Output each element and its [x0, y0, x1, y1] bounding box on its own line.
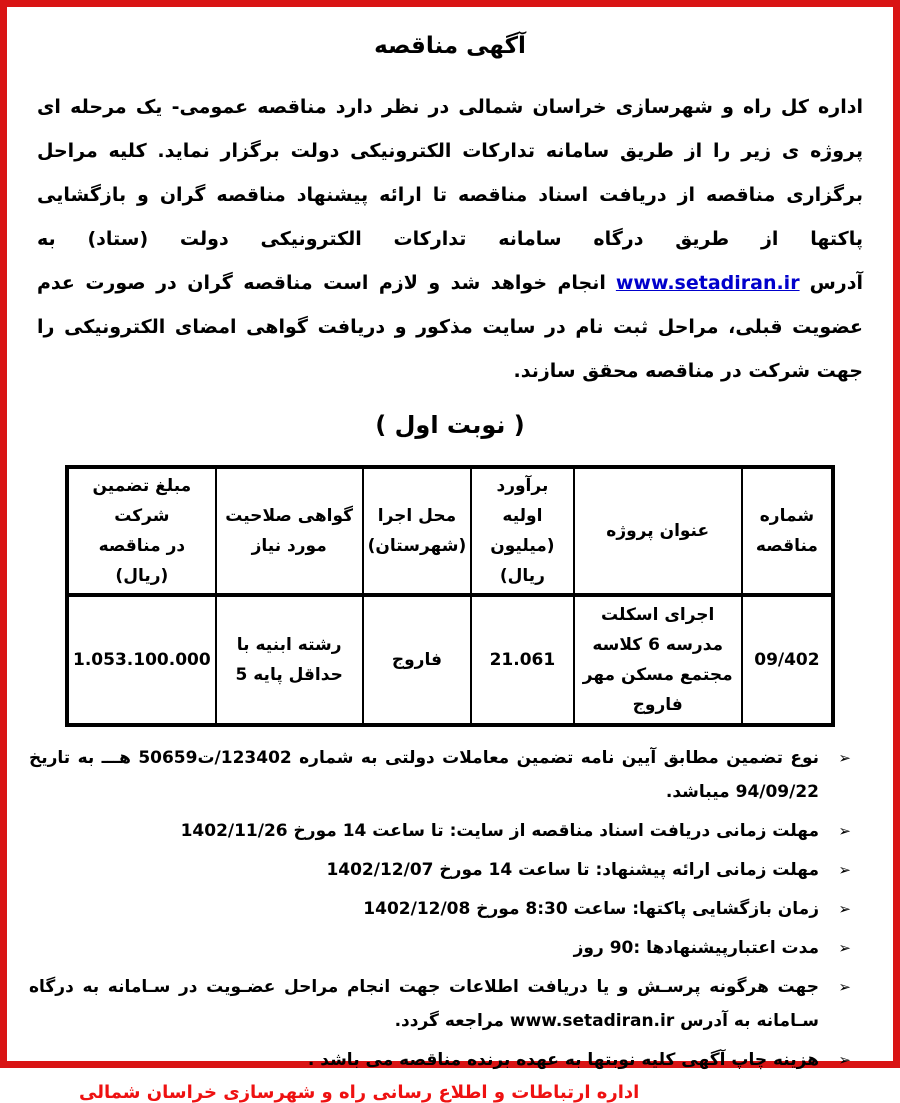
bullet-text: هزینه چاپ آگهی کلیه نوبتها به عهده برنده مناقصه می باشد . [307, 1050, 819, 1070]
header-required-qualification [216, 467, 363, 595]
arrow-bullet-icon: ➢ [838, 978, 851, 996]
header-line: (میلیون ریال) [490, 536, 555, 586]
cell-execution-location: فاروج [363, 595, 472, 725]
header-line: در مناقصه (ریال) [98, 536, 186, 586]
arrow-bullet-icon: ➢ [838, 900, 851, 918]
header-line: محل اجرا [377, 506, 457, 526]
cell-tender-number: 09/402 [742, 595, 833, 725]
arrow-bullet-icon: ➢ [838, 861, 851, 879]
arrow-bullet-icon: ➢ [838, 939, 851, 957]
bullet-text: مهلت زمانی ارائه پیشنهاد: تا ساعت 14 مورخ 1402/12/07 [326, 860, 819, 880]
bullet-item-guarantee-type [29, 741, 851, 809]
header-execution-location [363, 467, 472, 595]
page-title: آگهی مناقصه [374, 33, 526, 59]
header-line: برآورد اولیه [496, 476, 549, 526]
arrow-bullet-icon: ➢ [838, 749, 851, 767]
round-heading: ( نوبت اول ) [375, 411, 525, 439]
bullet-text: جهت هرگونه پرسـش و یا دریافت اطلاعات جهت انجام مراحل عضـویت در سـامانه به درگاه سـامانه به آدرس www.setadiran.ir مراجعه گردد. [29, 977, 819, 1031]
bullet-item-proposal-deadline [29, 853, 851, 887]
cell-initial-estimate: 21.061 [471, 595, 573, 725]
header-initial-estimate [471, 467, 573, 595]
tender-table [65, 465, 835, 727]
header-line: مناقصه [755, 536, 818, 556]
bullet-item-membership-info [29, 970, 851, 1038]
header-line: (شهرستان) [367, 536, 467, 556]
cell-guarantee-amount: 1.053.100.000 [67, 595, 216, 725]
table-row [67, 595, 833, 725]
header-row [67, 467, 833, 595]
tender-table-body [67, 595, 833, 725]
bullet-item-printing-cost [29, 1043, 851, 1077]
header-project-title [574, 467, 742, 595]
bullet-text: زمان بازگشایی پاکتها: ساعت 8:30 مورخ 1402/12/08 [363, 899, 819, 919]
bullet-text: مدت اعتبارپیشنهادها :90 روز [573, 938, 819, 958]
cell-required-qualification: رشته ابنیه با حداقل پایه 5 [216, 595, 363, 725]
bullet-item-envelope-opening [29, 892, 851, 926]
header-line: شماره [759, 506, 815, 526]
arrow-bullet-icon: ➢ [838, 1051, 851, 1069]
header-line: عنوان پروژه [606, 521, 710, 541]
header-guarantee-amount [67, 467, 216, 595]
bullet-list [7, 741, 893, 1077]
intro-text-after-link: انجام خواهد شد و لازم است مناقصه گران در صورت عدم عضویت قبلی، مراحل ثبت نام در سایت مذکور و دریافت گواهی امضای الکترونیکی را جهت شرکت در مناقصه محقق سازند. [37, 272, 863, 382]
bullet-text: نوع تضمین مطابق آیین نامه تضمین معاملات دولتی به شماره 123402/ت50659 هـــ به تاریخ 94/09/22 میباشد. [29, 748, 820, 802]
footer-department: اداره ارتباطات و اطلاع رسانی راه و شهرسازی خراسان شمالی [79, 1082, 640, 1103]
header-line: مورد نیاز [251, 536, 327, 556]
intro-paragraph [7, 85, 893, 393]
arrow-bullet-icon: ➢ [838, 822, 851, 840]
header-line: گواهی صلاحیت [225, 506, 354, 526]
bullet-text: مهلت زمانی دریافت اسناد مناقصه از سایت: تا ساعت 14 مورخ 1402/11/26 [180, 821, 819, 841]
bullet-item-proposal-validity [29, 931, 851, 965]
tender-table-header [67, 467, 833, 595]
bullet-item-document-deadline [29, 814, 851, 848]
setadiran-link[interactable]: www.setadiran.ir [615, 272, 800, 294]
header-tender-number [742, 467, 833, 595]
intro-text-before-link: اداره کل راه و شهرسازی خراسان شمالی در نظر دارد مناقصه عمومی- یک مرحله ای پروژه ی زیر را از طریق سامانه تدارکات الکترونیکی دولت برگزار نماید. کلیه مراحل برگزاری مناقصه از دریافت اسناد مناقصه تا ارائه پیشنهاد مناقصه گران و بازگشایی پاکتها از طریق درگاه سامانه تدارکات الکترونیکی دولت (ستاد) به آدرس [37, 96, 863, 294]
header-line: مبلغ تضمین شرکت [92, 476, 192, 526]
cell-project-title: اجرای اسکلت مدرسه 6 کلاسه مجتمع مسکن مهر فاروج [574, 595, 742, 725]
